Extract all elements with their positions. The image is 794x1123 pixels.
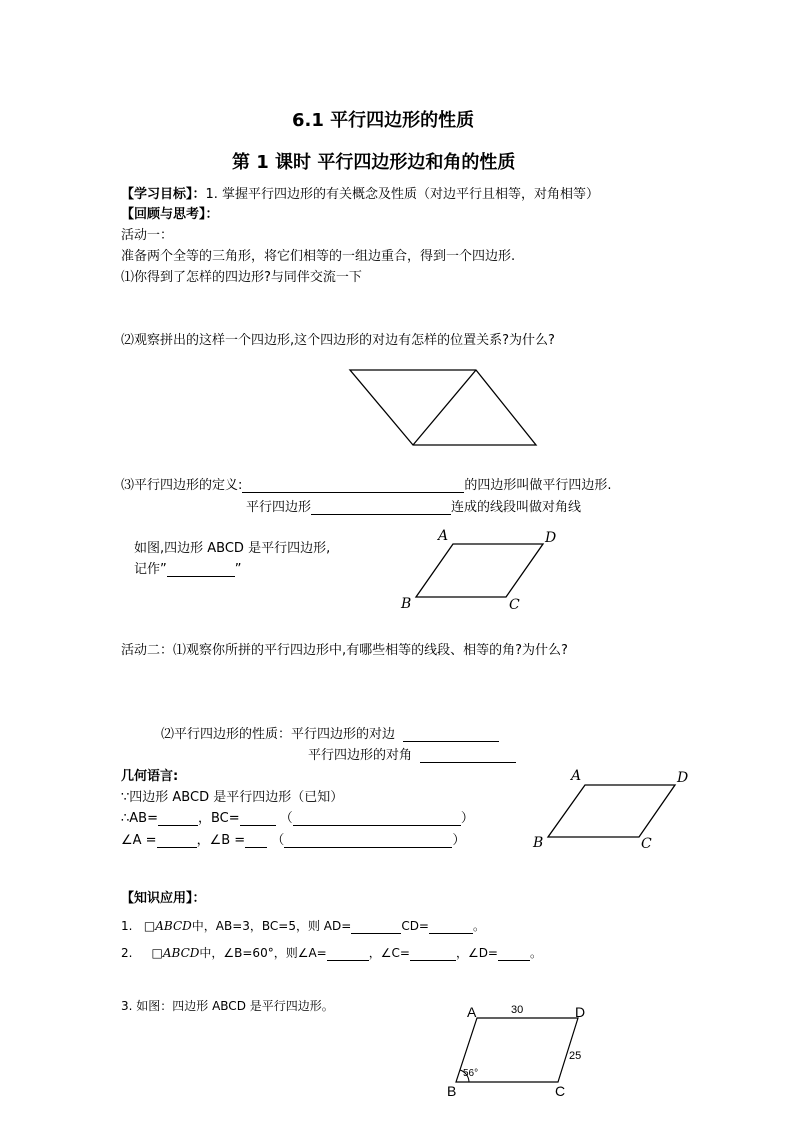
page-subtitle: 第 1 课时 平行四边形边和角的性质 — [232, 152, 516, 173]
fig1-label-c: C — [509, 597, 520, 613]
definition-prefix: ⑶平行四边形的定义: — [121, 478, 243, 493]
angles-a-label: ∠A = — [121, 833, 157, 848]
property-prefix: ⑵平行四边形的性质：平行四边形的对边 — [161, 727, 396, 742]
goals-text: 1. 掌握平行四边形的有关概念及性质（对边平行且相等，对角相等） — [205, 187, 600, 202]
page-title: 6.1 平行四边形的性质 — [292, 110, 475, 131]
fig1-label-d: D — [545, 530, 557, 546]
fig3-label-c: C — [555, 1083, 566, 1099]
item1-end: 。 — [473, 919, 486, 933]
angles-paren-close: ） — [452, 833, 466, 848]
fig3-top-side-length: 30 — [511, 1004, 524, 1016]
item2-c-label: ，∠C= — [368, 946, 410, 960]
activity1-question1: ⑴你得到了怎样的四边形?与同伴交流一下 — [121, 270, 362, 285]
item1-cd-label: CD= — [401, 919, 429, 933]
item1-text: 中，AB=3，BC=5，则 AD= — [191, 919, 352, 933]
item1-parallelogram-symbol: □ABCD — [143, 919, 192, 933]
geometry-given: ∵四边形 ABCD 是平行四边形（已知） — [121, 790, 344, 805]
fig2-label-d: D — [677, 770, 689, 786]
fig1-label-a: A — [438, 528, 449, 544]
fig3-label-b: B — [447, 1083, 457, 1099]
angles-paren-open: （ — [271, 833, 285, 848]
fig3-angle-b: 56° — [463, 1068, 479, 1079]
sides-bc-label: ，BC= — [197, 811, 240, 826]
item2-end: 。 — [530, 946, 543, 960]
angles-b-label: ，∠B = — [196, 833, 246, 848]
application-item3: 3. 如图：四边形 ABCD 是平行四边形。 — [121, 999, 334, 1013]
fig2-label-a: A — [571, 768, 582, 784]
goals-tag: 【学习目标】： — [121, 187, 206, 202]
sides-paren-open: （ — [279, 811, 293, 826]
notation-suffix: ” — [234, 562, 242, 577]
application-tag: 【知识应用】： — [121, 891, 206, 906]
diagonal-prefix: 平行四边形 — [246, 500, 312, 515]
diagonal-suffix: 连成的线段叫做对角线 — [451, 500, 582, 515]
item2-d-label: ，∠D= — [455, 946, 498, 960]
activity2-label: 活动二：⑴观察你所拼的平行四边形中,有哪些相等的线段、相等的角?为什么? — [121, 643, 568, 658]
sides-paren-close: ） — [460, 811, 474, 826]
geometry-heading: 几何语言: — [121, 769, 179, 784]
activity1-question2: ⑵观察拼出的这样一个四边形,这个四边形的对边有怎样的位置关系?为什么? — [121, 333, 555, 348]
fig2-label-c: C — [641, 836, 652, 852]
item1-number: 1. — [121, 919, 133, 933]
activity1-intro: 准备两个全等的三角形，将它们相等的一组边重合，得到一个四边形. — [121, 249, 516, 264]
review-tag: 【回顾与思考】： — [121, 207, 219, 222]
figure-note: 如图,四边形 ABCD 是平行四边形, — [134, 541, 331, 556]
property-angles: 平行四边形的对角 — [308, 748, 413, 763]
fig3-right-side-length: 25 — [569, 1050, 582, 1062]
item2-number: 2. — [121, 946, 133, 960]
fig3-label-a: A — [467, 1004, 477, 1020]
item2-text: 中，∠B=60°，则∠A= — [199, 946, 327, 960]
fig3-label-d: D — [575, 1004, 586, 1020]
sides-ab-label: ∴AB= — [121, 811, 158, 826]
activity1-label: 活动一： — [121, 228, 174, 243]
definition-suffix: 的四边形叫做平行四边形. — [464, 478, 612, 493]
notation-prefix: 记作” — [134, 562, 167, 577]
fig1-label-b: B — [401, 596, 412, 612]
item2-parallelogram-symbol: □ABCD — [151, 946, 200, 960]
fig2-label-b: B — [533, 835, 544, 851]
